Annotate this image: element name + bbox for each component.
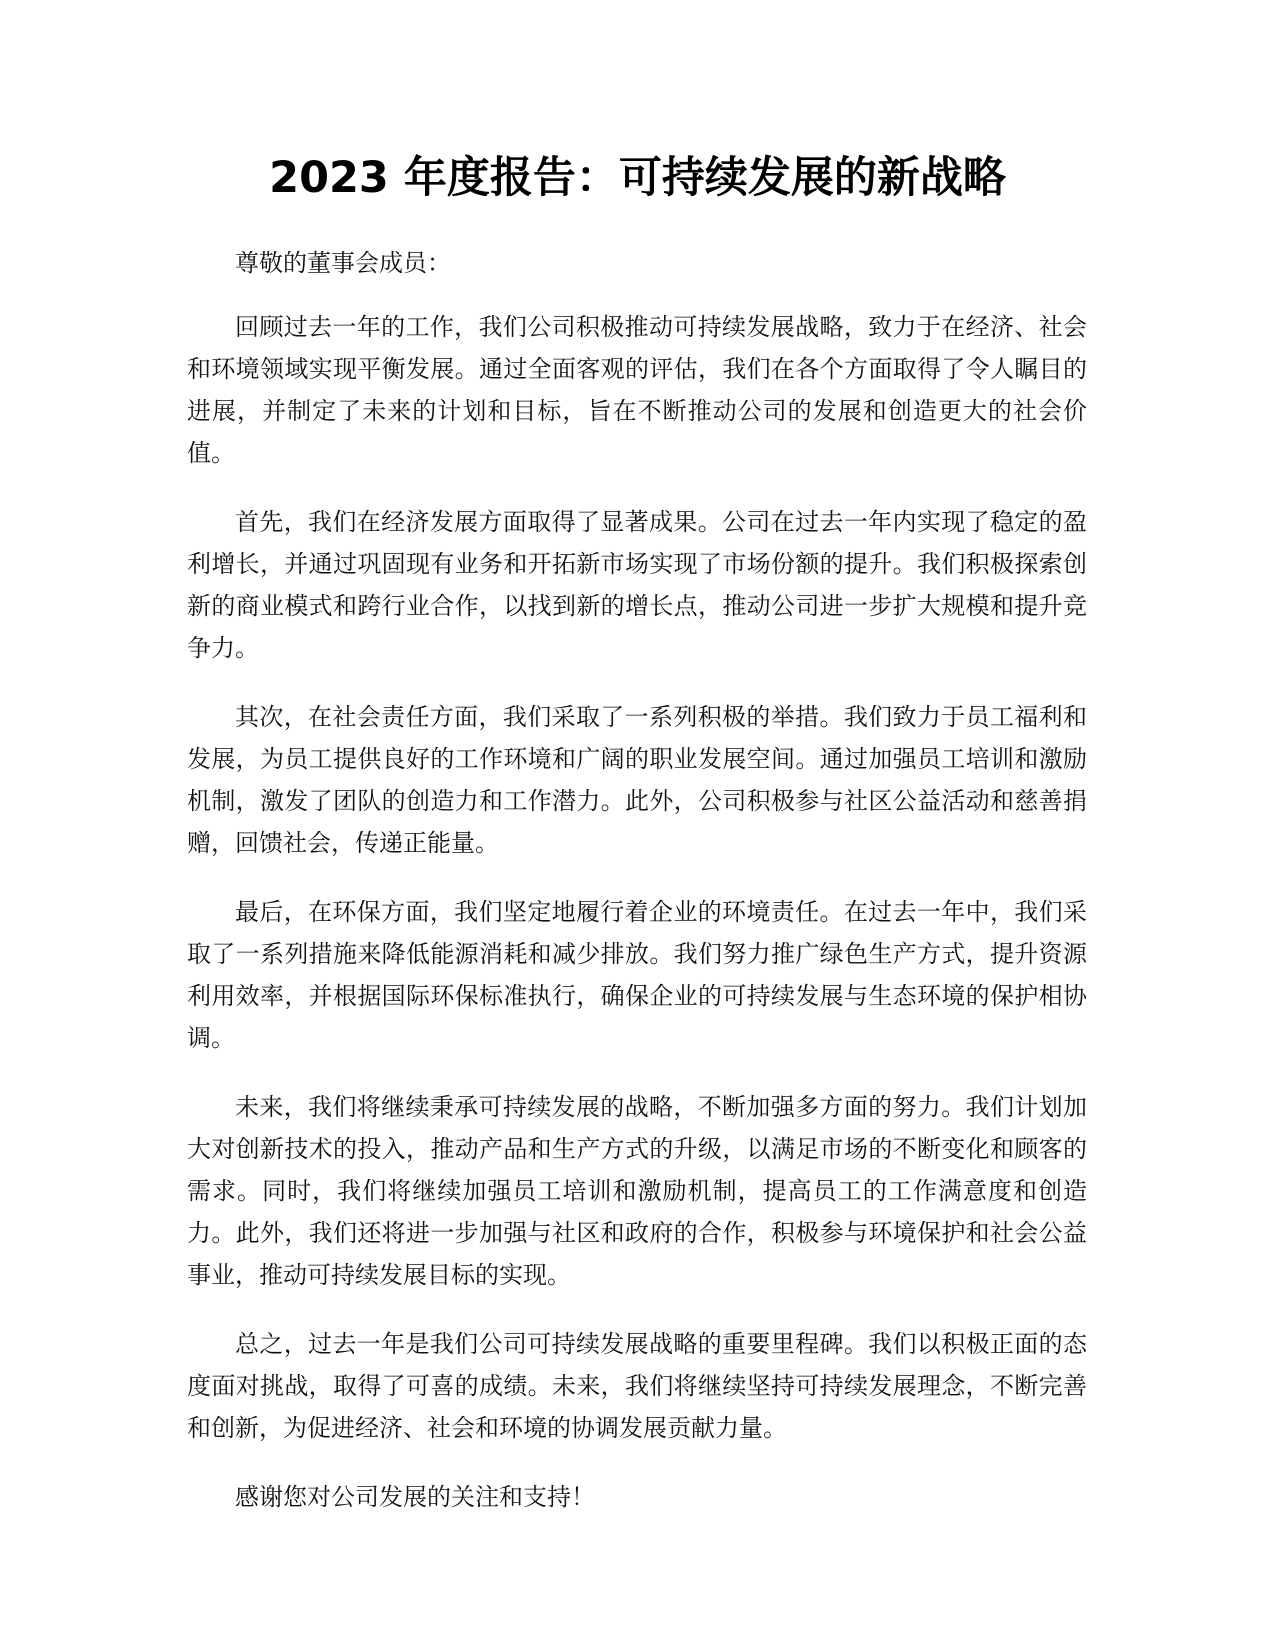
paragraph-summary: 总之，过去一年是我们公司可持续发展战略的重要里程碑。我们以积极正面的态度面对挑战，取得了可喜的成绩。未来，我们将继续坚持可持续发展理念，不断完善和创新，为促进经济、社会和环境的协调发展贡献力量。 [187, 1330, 1087, 1442]
paragraph-economic: 首先，我们在经济发展方面取得了显著成果。公司在过去一年内实现了稳定的盈利增长，并通过巩固现有业务和开拓新市场实现了市场份额的提升。我们积极探索创新的商业模式和跨行业合作，以找到新的增长点，推动公司进一步扩大规模和提升竞争力。 [187, 508, 1087, 662]
paragraph-review: 回顾过去一年的工作，我们公司积极推动可持续发展战略，致力于在经济、社会和环境领域实现平衡发展。通过全面客观的评估，我们在各个方面取得了令人瞩目的进展，并制定了未来的计划和目标，旨在不断推动公司的发展和创造更大的社会价值。 [187, 313, 1087, 467]
document-title: 2023 年度报告：可持续发展的新战略 [269, 153, 1006, 203]
paragraph-future: 未来，我们将继续秉承可持续发展的战略，不断加强多方面的努力。我们计划加大对创新技术的投入，推动产品和生产方式的升级，以满足市场的不断变化和顾客的需求。同时，我们将继续加强员工培训和激励机制，提高员工的工作满意度和创造力。此外，我们还将进一步加强与社区和政府的合作，积极参与环境保护和社会公益事业，推动可持续发展目标的实现。 [187, 1093, 1087, 1289]
paragraph-environment: 最后，在环保方面，我们坚定地履行着企业的环境责任。在过去一年中，我们采取了一系列措施来降低能源消耗和减少排放。我们努力推广绿色生产方式，提升资源利用效率，并根据国际环保标准执行，确保企业的可持续发展与生态环境的保护相协调。 [187, 898, 1087, 1052]
paragraph-social: 其次，在社会责任方面，我们采取了一系列积极的举措。我们致力于员工福利和发展，为员工提供良好的工作环境和广阔的职业发展空间。通过加强员工培训和激励机制，激发了团队的创造力和工作潜力。此外，公司积极参与社区公益活动和慈善捐赠，回馈社会，传递正能量。 [187, 703, 1087, 857]
document-body [187, 242, 1087, 1545]
salutation: 尊敬的董事会成员： [235, 249, 451, 277]
closing-line: 感谢您对公司发展的关注和支持！ [235, 1483, 595, 1511]
